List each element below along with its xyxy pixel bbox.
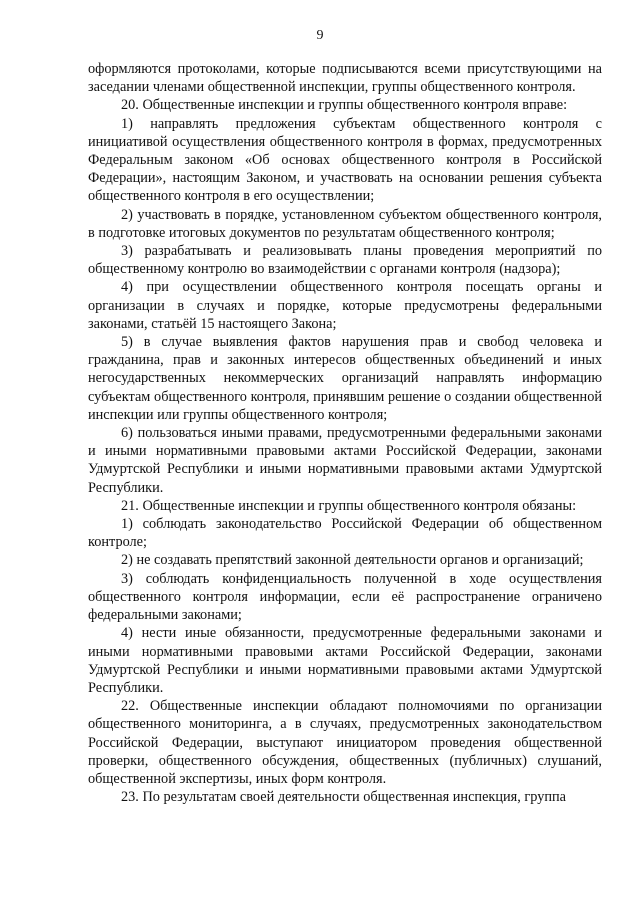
paragraph-20-5: 5) в случае выявления фактов нарушения прав и свобод человека и гражданина, прав и законных интересов общественных объединений и иных негосударственных некоммерческих организаций направлять информацию субъектам общественного контроля, принявшим решение о создании общественной инспекции или группы общественного контроля; bbox=[88, 334, 602, 423]
document-body bbox=[88, 60, 602, 806]
paragraph-item-21: 21. Общественные инспекции и группы общественного контроля обязаны: bbox=[121, 497, 577, 514]
paragraph-21-1: 1) соблюдать законодательство Российской Федерации об общественном контроле; bbox=[88, 516, 602, 551]
paragraph-20-4: 4) при осуществлении общественного контроля посещать органы и организации в случаях и порядке, которые предусмотрены федеральными законами, статьёй 15 настоящего Закона; bbox=[88, 279, 602, 332]
paragraph-20-6: 6) пользоваться иными правами, предусмотренными федеральными законами и иными нормативными правовыми актами Российской Федерации, законами Удмуртской Республики и иными нормативными правовыми актами Удмуртской Республики. bbox=[88, 425, 602, 496]
page-number: 9 bbox=[316, 28, 324, 43]
paragraph-21-3: 3) соблюдать конфиденциальность полученной в ходе осуществления общественного контроля информации, если её распространение ограничено федеральными законами; bbox=[88, 570, 602, 624]
paragraph-continuation: оформляются протоколами, которые подписываются всеми присутствующими на заседании членами общественной инспекции, группы общественного контроля. bbox=[88, 61, 602, 96]
paragraph-item-22: 22. Общественные инспекции обладают полномочиями по организации общественного мониторинга, а в случаях, предусмотренных законодательством Российской Федерации, выступают инициатором проведения общественной проверки, общественного обсуждения, общественных (публичных) слушаний, общественной экспертизы, иных форм контроля. bbox=[88, 698, 602, 787]
paragraph-21-4: 4) нести иные обязанности, предусмотренные федеральными законами и иными нормативными правовыми актами Российской Федерации, законами Удмуртской Республики и иными нормативными правовыми актами Удмуртской Республики. bbox=[88, 625, 602, 696]
paragraph-item-23: 23. По результатам своей деятельности общественная инспекция, группа bbox=[121, 789, 567, 806]
paragraph-20-3: 3) разрабатывать и реализовывать планы проведения мероприятий по общественному контролю во взаимодействии с органами контроля (надзора); bbox=[88, 243, 602, 278]
paragraph-21-2: 2) не создавать препятствий законной деятельности органов и организаций; bbox=[121, 552, 584, 569]
paragraph-20-1: 1) направлять предложения субъектам общественного контроля с инициативой осуществления общественного контроля в формах, предусмотренных Федеральным законом «Об основах общественного контроля в Российской Федерации», настоящим Законом, и участвовать на основании решения субъекта общественного контроля в его осуществлении; bbox=[88, 115, 602, 205]
paragraph-item-20: 20. Общественные инспекции и группы общественного контроля вправе: bbox=[121, 97, 568, 114]
paragraph-20-2: 2) участвовать в порядке, установленном субъектом общественного контроля, в подготовке итоговых документов по результатам общественного контроля; bbox=[88, 206, 602, 241]
